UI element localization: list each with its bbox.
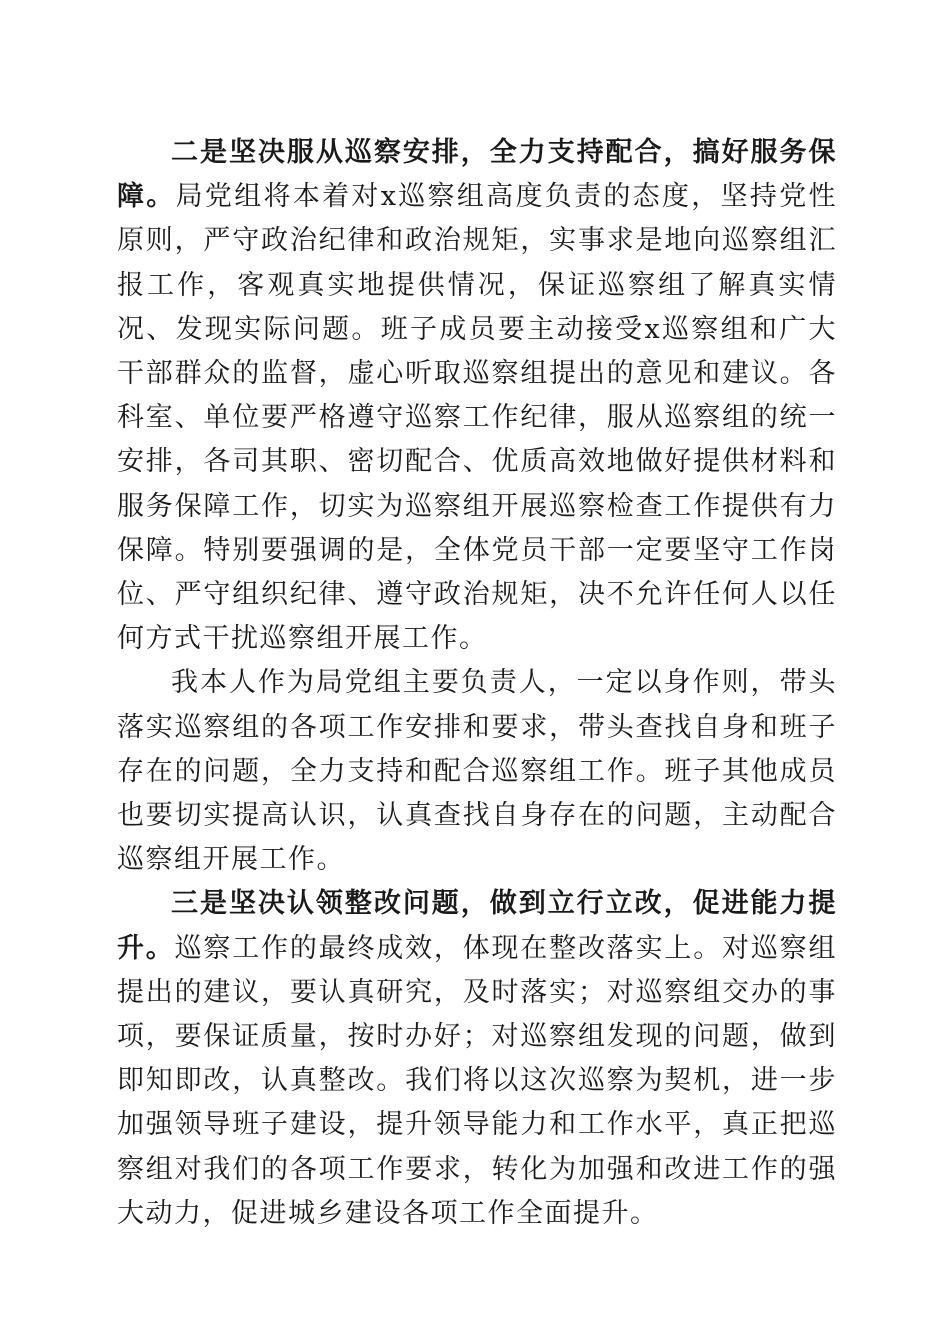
paragraph-two — [117, 131, 837, 661]
document-body — [117, 131, 837, 1236]
paragraph-three — [117, 882, 837, 1236]
paragraph-two-text: 局党组将本着对x巡察组高度负责的态度，坚持党性原则，严守政治纪律和政治规矩，实事求是地向巡察组汇报工作，客观真实地提供情况，保证巡察组了解真实情况、发现实际问题。班子成员要主动接受x巡察组和广大干部群众的监督，虚心听取巡察组提出的意见和建议。各科室、单位要严格遵守巡察工作纪律，服从巡察组的统一安排，各司其职、密切配合、优质高效地做好提供材料和服务保障工作，切实为巡察组开展巡察检查工作提供有力保障。特别要强调的是，全体党员干部一定要坚守工作岗位、严守组织纪律、遵守政治规矩，决不允许任何人以任何方式干扰巡察组开展工作。 — [117, 181, 837, 655]
paragraph-personal — [117, 661, 837, 882]
paragraph-three-heading: 三是坚决认领整改问题，做到立行立改，促进能力提升。 — [117, 888, 837, 964]
paragraph-two-heading: 二是坚决服从巡察安排，全力支持配合，搞好服务保障。 — [117, 137, 837, 213]
paragraph-three-text: 巡察工作的最终成效，体现在整改落实上。对巡察组提出的建议，要认真研究，及时落实；对巡察组交办的事项，要保证质量，按时办好；对巡察组发现的问题，做到即知即改，认真整改。我们将以这次巡察为契机，进一步加强领导班子建设，提升领导能力和工作水平，真正把巡察组对我们的各项工作要求，转化为加强和改进工作的强大动力，促进城乡建设各项工作全面提升。 — [117, 932, 837, 1229]
paragraph-personal-text: 我本人作为局党组主要负责人，一定以身作则，带头落实巡察组的各项工作安排和要求，带头查找自身和班子存在的问题，全力支持和配合巡察组工作。班子其他成员也要切实提高认识，认真查找自身存在的问题，主动配合巡察组开展工作。 — [117, 667, 837, 876]
